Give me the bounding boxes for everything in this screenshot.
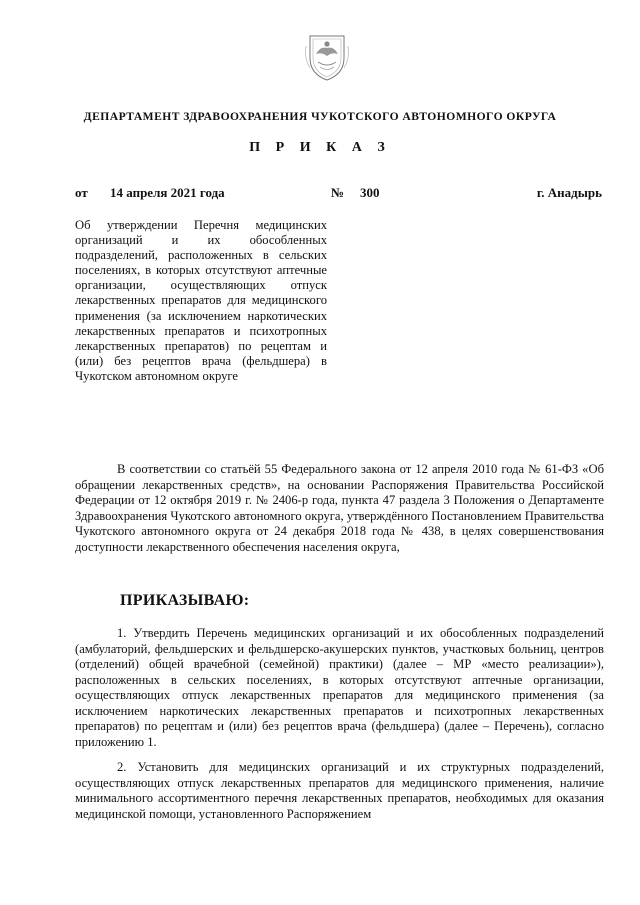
orders-heading: ПРИКАЗЫВАЮ: bbox=[120, 592, 250, 609]
order-city: г. Анадырь bbox=[536, 185, 602, 200]
department-title: ДЕПАРТАМЕНТ ЗДРАВООХРАНЕНИЯ ЧУКОТСКОГО АВТОНОМНОГО ОКРУГА bbox=[83, 110, 557, 123]
coat-of-arms-icon bbox=[302, 28, 352, 82]
date-prefix: от bbox=[75, 185, 88, 200]
order-item-1: 1. Утвердить Перечень медицинских организаций и их обособленных подразделений (амбулаторий, фельдшерских и фельдшерско-акушерских пунктов, участковых больниц, центров (отделений) общей врачебной (семейной) практики) (далее – МР «место реализации»), расположенных в сельских поселениях, в которых отсутствуют аптечные организации, осуществляющих отпуск лекарственных препаратов для медицинского применения (за исключением наркотических лекарственных препаратов и психотропных лекарственных препаратов) по рецептам и (или) без рецептов врача (фельдшера) (далее – Перечень), согласно приложению 1. bbox=[75, 626, 604, 749]
order-subject: Об утверждении Перечня медицинских организаций и их обособленных подразделений, расположенных в сельских поселениях, в которых отсутствуют аптечные организации, осуществляющих отпуск лекарственных препаратов для медицинского применения (за исключением наркотических лекарственных препаратов и психотропных лекарственных препаратов) по рецептам и (или) без рецептов врача (фельдшера) в Чукотском автономном округе bbox=[75, 218, 327, 383]
order-item-2: 2. Установить для медицинских организаций и их структурных подразделений, осуществляющих отпуск лекарственных препаратов для медицинского применения, наличие минимального ассортиментного перечня лекарственных препаратов, необходимых для оказания медицинской помощи, установленного Распоряжением bbox=[75, 760, 604, 821]
document-type-title: П Р И К А З bbox=[249, 140, 391, 155]
number-sign: № bbox=[331, 185, 345, 200]
preamble-paragraph: В соответствии со статьёй 55 Федерального закона от 12 апреля 2010 года № 61-ФЗ «Об обращении лекарственных средств», на основании Распоряжения Правительства Российской Федерации от 12 октября 2019 г. № 2406-р года, пункта 47 раздела 3 Положения о Департаменте Здравоохранения Чукотского автономного округа, утверждённого Постановлением Правительства Чукотского автономного округа от 24 декабря 2018 года № 438, в целях совершенствования доступности лекарственного обеспечения населения округа, bbox=[75, 462, 604, 554]
order-date: 14 апреля 2021 года bbox=[110, 185, 225, 200]
order-number: 300 bbox=[360, 185, 380, 200]
